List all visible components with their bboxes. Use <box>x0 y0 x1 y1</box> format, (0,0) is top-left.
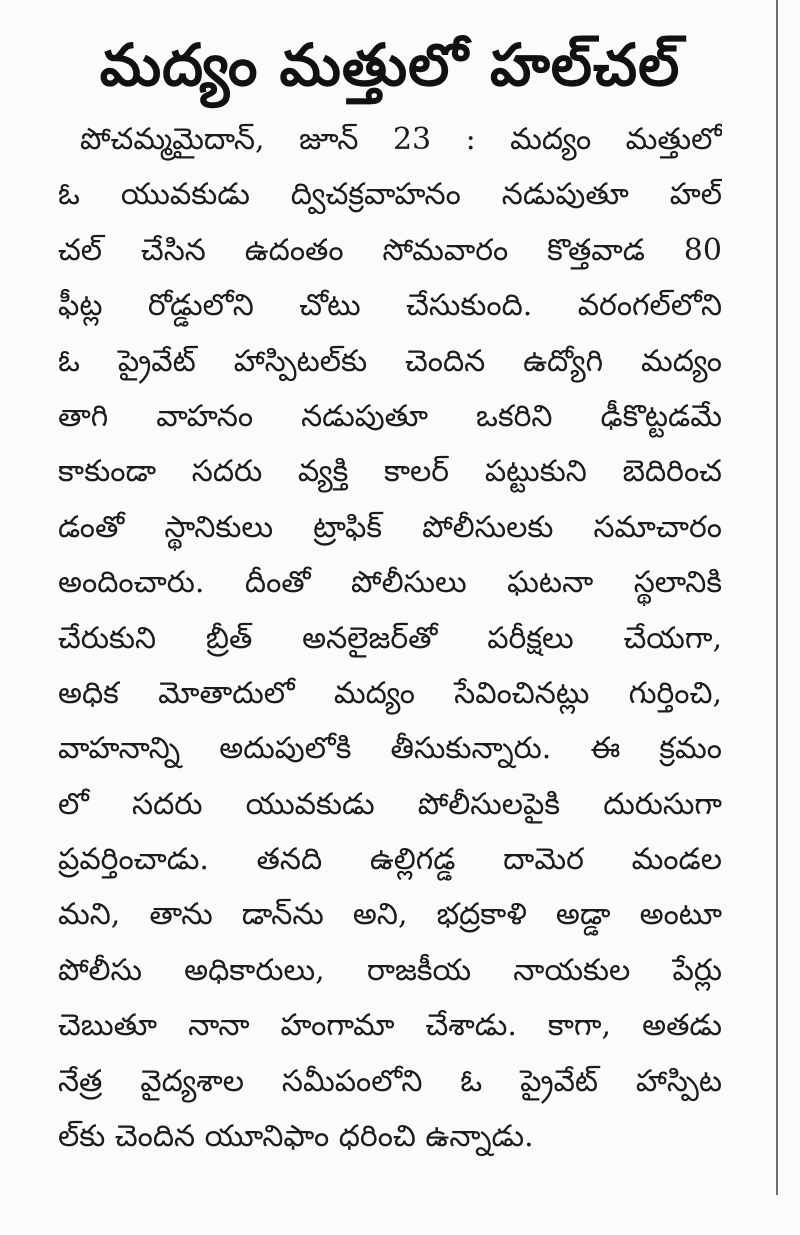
article-line: తాగి వాహనం నడుపుతూ ఒకరిని ఢీకొట్టడమే <box>58 398 722 434</box>
article-line: ప్రవర్తించాడు. తనది ఉల్లిగడ్డ దామెర మండల <box>58 842 722 878</box>
column-divider-rule <box>776 0 778 1195</box>
article-line: అందించారు. దీంతో పోలీసులు ఘటనా స్థలానికి <box>58 565 722 601</box>
article-line: చల్ చేసిన ఉదంతం సోమవారం కొత్తవాడ 80 <box>58 232 722 268</box>
article-line: అధిక మోతాదులో మద్యం సేవించినట్లు గుర్తించి, <box>58 675 722 711</box>
article-line: పోలీసు అధికారులు, రాజకీయ నాయకుల పేర్లు <box>58 952 722 988</box>
article-headline: మద్యం మత్తులో హల్‌చల్ <box>99 31 681 99</box>
article-line: చెబుతూ నానా హంగామా చేశాడు. కాగా, అతడు <box>58 1008 722 1044</box>
article-line: వాహనాన్ని అదుపులోకి తీసుకున్నారు. ఈ క్రమం <box>58 731 722 767</box>
article-line: చేరుకుని బ్రీత్ అనలైజర్‌తో పరీక్షలు చేయగా, <box>58 620 722 656</box>
article-line: మని, తాను డాన్‌ను అని, భద్రకాళి అడ్డా అంటూ <box>58 897 722 933</box>
article-line: నేత్ర వైద్యశాల సమీపంలోని ఓ ప్రైవేట్ హాస్పిట <box>58 1063 722 1099</box>
article-body <box>58 112 722 1164</box>
article-line: డంతో స్థానికులు ట్రాఫిక్ పోలీసులకు సమాచారం <box>58 509 722 545</box>
article-line: లో సదరు యువకుడు పోలీసులపైకి దురుసుగా <box>58 786 722 822</box>
article-line: ఫీట్ల రోడ్డులోని చోటు చేసుకుంది. వరంగల్‌లోని <box>58 288 722 324</box>
article-line: ఓ యువకుడు ద్విచక్రవాహనం నడుపుతూ హల్ <box>58 177 722 213</box>
article-line: ఓ ప్రైవేట్ హాస్పిటల్‌కు చెందిన ఉద్యోగి మద్యం <box>58 343 722 379</box>
article-line: కాకుండా సదరు వ్యక్తి కాలర్ పట్టుకుని బెదిరించ <box>58 454 722 490</box>
article-line: పోచమ్మమైదాన్, జూన్ 23 : మద్యం మత్తులో <box>80 122 722 157</box>
article-line: ల్‌కు చెందిన యూనిఫాం ధరించి ఉన్నాడు. <box>58 1119 534 1155</box>
